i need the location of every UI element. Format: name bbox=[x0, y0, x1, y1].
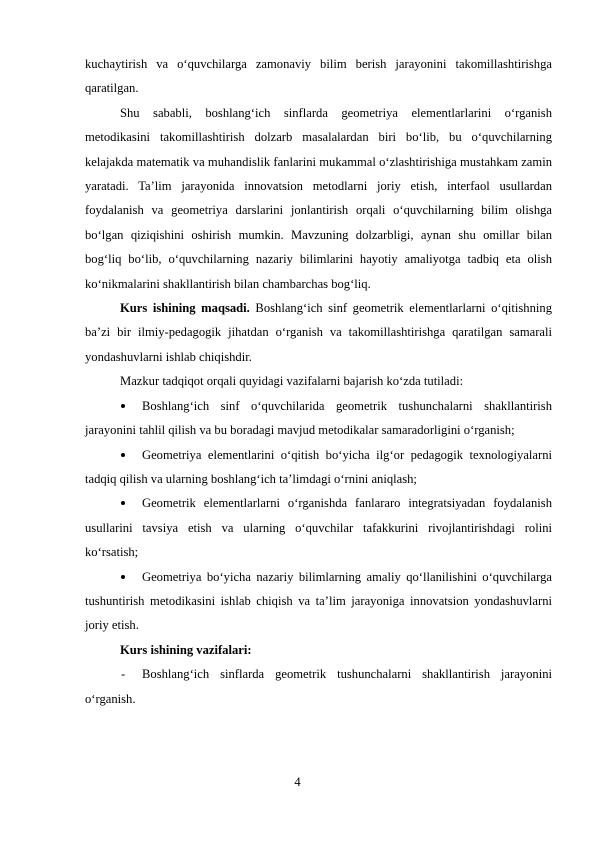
bullet-text: Geometriya elementlarini o‘qitish bo‘yicha ilg‘or pedagogik texnologiyalarni tadqiq qilish va ularning boshlang‘ich ta’limdagi o‘rnini aniqlash; bbox=[85, 447, 552, 486]
bullet-item bbox=[85, 394, 552, 443]
bullet-text: Boshlang‘ich sinf o‘quvchilarida geometrik tushunchalarni shakllantirish jarayonini tahlil qilish va bu boradagi mavjud metodikalar samaradorligini o‘rganish; bbox=[85, 398, 552, 438]
paragraph-tasks-intro: Mazkur tadqiqot orqali quyidagi vazifalarni bajarish ko‘zda tutiladi: bbox=[120, 374, 464, 389]
paragraph-relevance: Shu sababli, boshlang‘ich sinflarda geometriya elementlarlarini o‘rganish metodikasini takomillashtirish dolzarb masalalardan biri bo‘lib, bu o‘quvchilarning kelajakda matematik va muhandislik fanlarini mukammal o‘zlashtirishiga mustahkam zamin yaratadi. Ta’lim jarayonida innovatsion metodlarni joriy etish, interfaol usullardan foydalanish va geometriya darslarini jonlantirish orqali o‘quvchilarning bilim olishga bo‘lgan qiziqishini oshirish mumkin. Mavzuning dolzarbligi, aynan shu omillar bilan bog‘liq bo‘lib, o‘quvchilarning nazariy bilimlarini hayotiy amaliyotga tadbiq eta olish ko‘nikmalarini shakllantirish bilan chambarchas bog‘liq. bbox=[85, 105, 552, 291]
bullet-icon bbox=[121, 443, 133, 467]
bullet-item bbox=[85, 443, 552, 492]
bullet-item bbox=[85, 565, 552, 638]
paragraph-goal bbox=[85, 296, 552, 369]
bullet-icon bbox=[121, 491, 133, 515]
goal-text: Boshlang‘ich sinf geometrik elementlarlarni o‘qitishning ba’zi bir ilmiy-pedagogik jihatdan o‘rganish va takomillashtirishga qaratilgan samarali yondashuvlarni ishlab chiqishdir. bbox=[85, 301, 552, 364]
tasks-heading: Kurs ishining vazifalari: bbox=[120, 642, 252, 657]
bullet-text: Geometriya bo‘yicha nazariy bilimlarning amaliy qo‘llanilishini o‘quvchilarga tushuntirish metodikasini ishlab chiqish va ta’lim jarayoniga innovatsion yondashuvlarni joriy etish. bbox=[85, 569, 552, 633]
document-body bbox=[85, 52, 552, 711]
bullet-icon bbox=[121, 394, 133, 418]
dash-marker: - bbox=[121, 667, 126, 682]
page-number: 4 bbox=[294, 775, 301, 789]
bullet-text: Geometrik elementlarlarni o‘rganishda fanlararo integratsiyadan foydalanish usullarini tavsiya etish va ularning o‘quvchilar tafakkurini rivojlantirishdagi rolini ko‘rsatish; bbox=[85, 496, 552, 560]
bullet-item bbox=[85, 491, 552, 564]
bullet-icon bbox=[121, 565, 133, 589]
dash-item bbox=[85, 662, 552, 711]
goal-label: Kurs ishining maqsadi. bbox=[120, 301, 250, 316]
dash-text: Boshlang‘ich sinflarda geometrik tushunchalarni shakllantirish jarayonini o‘rganish. bbox=[85, 667, 552, 706]
paragraph-continuation: kuchaytirish va o‘quvchilarga zamonaviy bilim berish jarayonini takomillashtirishga qaratilgan. bbox=[85, 57, 552, 96]
